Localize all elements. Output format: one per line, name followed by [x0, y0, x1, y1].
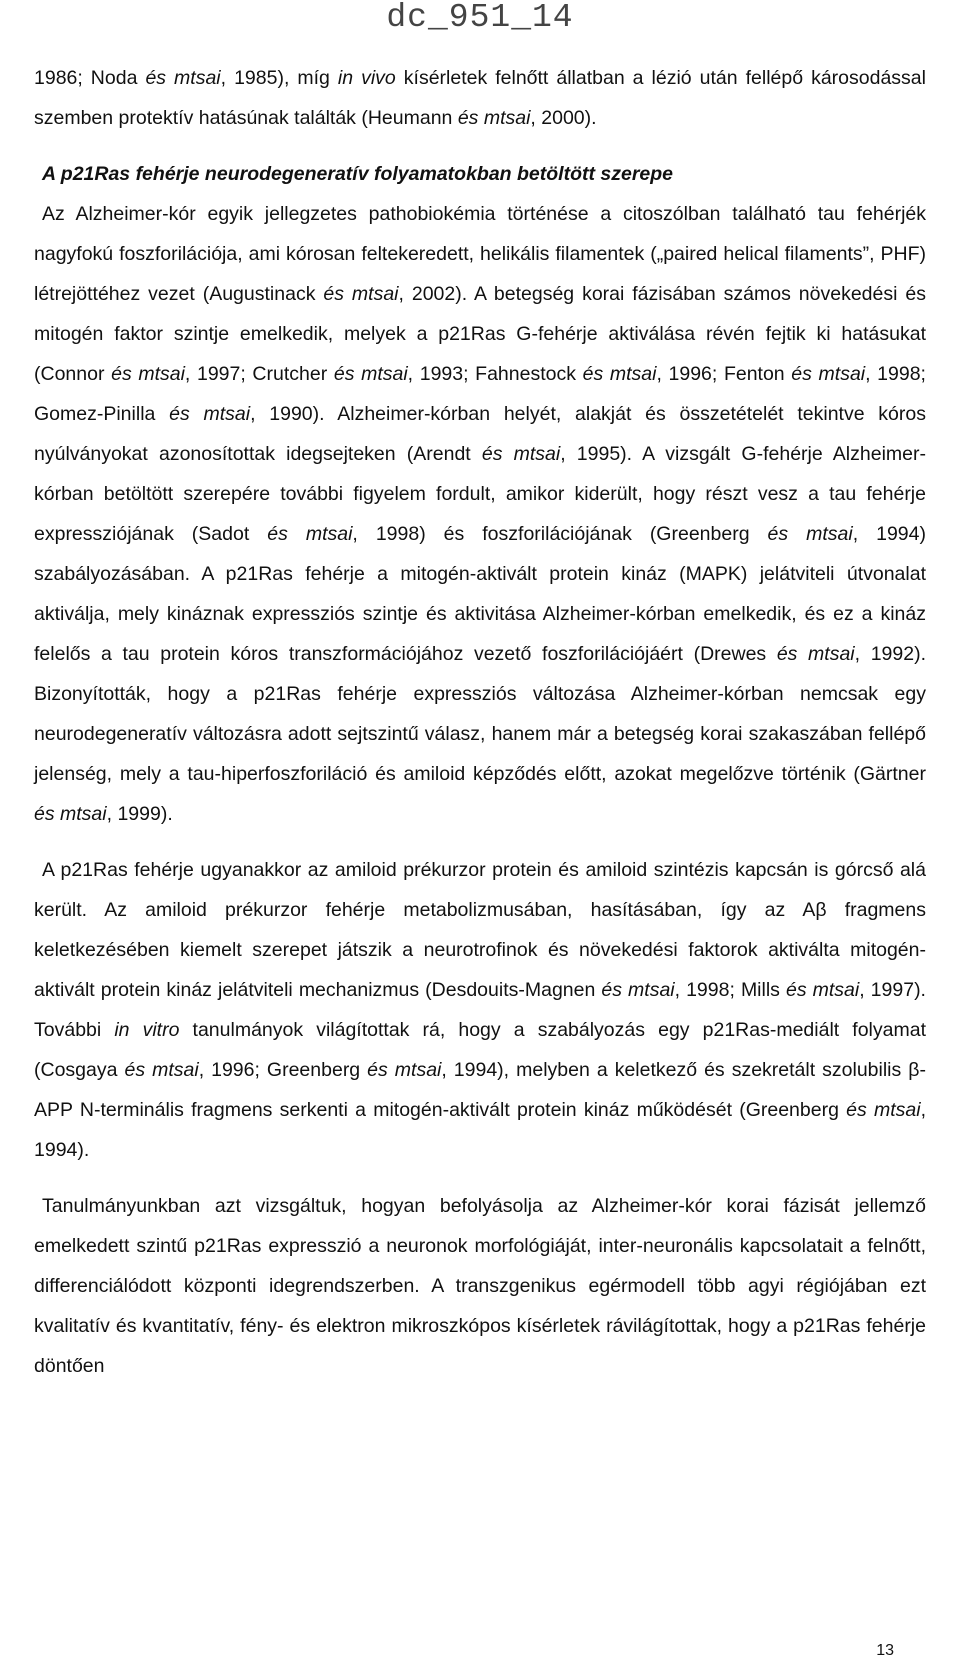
text-span: , 1997; Crutcher: [184, 363, 334, 385]
italic-span: in vitro: [114, 1019, 180, 1041]
italic-span: in vivo: [337, 67, 396, 89]
italic-span: és mtsai: [785, 979, 860, 1001]
text-span: , 1998) és foszforilációjának (Greenberg: [352, 523, 768, 545]
text-span: tanulmányok világítottak rá, hogy a szabályozás egy p21Ras-mediált folyamat (Cosgaya: [34, 1019, 926, 1081]
italic-span: és mtsai: [791, 363, 866, 385]
text-span: , 1998; Mills: [674, 979, 786, 1001]
text-span: , 1993; Fahnestock: [407, 363, 583, 385]
italic-span: és mtsai: [601, 979, 675, 1001]
italic-span: és mtsai: [776, 643, 855, 665]
paragraph-3: [34, 850, 926, 1170]
page-number: 13: [876, 1642, 894, 1659]
text-span: , 1994), melyben a keletkező és szekretált szolubilis β-APP N-terminális fragmens serkenti a mitogén-aktivált protein kináz működését (Greenberg: [34, 1059, 926, 1121]
paragraph-4: [34, 1186, 926, 1386]
text-span: , 1990). Alzheimer-kórban helyét, alakját és összetételét tekintve kóros nyúlványokat azonosítottak idegsejteken (Arendt: [34, 403, 926, 465]
text-span: 1986; Noda: [34, 67, 146, 89]
italic-span: és mtsai: [457, 107, 531, 129]
text-span: , 1985), míg: [220, 67, 338, 89]
italic-span: és mtsai: [323, 283, 399, 305]
document-body: [34, 58, 926, 1386]
italic-span: és mtsai: [267, 523, 353, 545]
paragraph-2: [34, 194, 926, 834]
document-id-header: dc_951_14: [386, 0, 574, 36]
paragraph-1: [34, 58, 926, 138]
text-span: kísérletek felnőtt állatban a lézió után fellépő károsodással szemben protektív hatásúnak találták (Heumann: [34, 67, 926, 129]
italic-span: és mtsai: [124, 1059, 199, 1081]
text-span: , 1995). A vizsgált G-fehérje Alzheimer-kórban betöltött szerepére további figyelem fordult, amikor kiderült, hogy részt vesz a tau fehérje expressziójának (Sadot: [34, 443, 926, 545]
text-span: , 1992). Bizonyították, hogy a p21Ras fehérje expressziós változása Alzheimer-kórban nemcsak egy neurodegeneratív változásra adott sejtszintű válasz, hanem már a betegség korai szakaszában fellépő jelenség, mely a tau-hiperfoszforiláció és amiloid képződés előtt, azokat megelőzve történik (Gärtner: [34, 643, 926, 785]
section-heading: A p21Ras fehérje neurodegeneratív folyamatokban betöltött szerepe: [42, 163, 674, 185]
italic-span: és mtsai: [481, 443, 561, 465]
italic-span: és mtsai: [367, 1059, 442, 1081]
text-span: , 1994) szabályozásában. A p21Ras fehérje a mitogén-aktivált protein kináz (MAPK) jelátviteli útvonalat aktiválja, mely kináznak expressziós szintje és aktivitása Alzheimer-kórban emelkedik, és ez a kináz felelős a tau protein kóros transzformációjához vezető foszforilációjáért (Drewes: [34, 523, 926, 665]
text-span: Az Alzheimer-kór egyik jellegzetes pathobiokémia történése a citoszólban található tau fehérjék nagyfokú foszforilációja, ami kórosan feltekeredett, helikális filamentek („paired helical filaments”, PHF) létrejöttéhez vezet (Augustinack: [34, 203, 926, 305]
italic-span: és mtsai: [145, 67, 221, 89]
text-span: , 1999).: [106, 803, 173, 825]
text-span: , 1998; Gomez-Pinilla: [34, 363, 926, 425]
text-span: A p21Ras fehérje ugyanakkor az amiloid prékurzor protein és amiloid szintézis kapcsán is górcső alá került. Az amiloid prékurzor fehérje metabolizmusában, hasításában, így az Aβ fragmens keletkezésében kiemelt szerepet játszik a neurotrofinok és növekedési faktorok aktiválta mitogén-aktivált protein kináz jelátviteli mechanizmus (Desdouits-Magnen: [34, 859, 926, 1001]
italic-span: és mtsai: [582, 363, 657, 385]
text-span: , 1997). További: [34, 979, 926, 1041]
text-span: , 1996; Fenton: [656, 363, 792, 385]
italic-span: és mtsai: [767, 523, 853, 545]
text-span: , 1994).: [34, 1099, 926, 1161]
italic-span: és mtsai: [34, 803, 107, 825]
text-span: , 1996; Greenberg: [198, 1059, 368, 1081]
italic-span: és mtsai: [846, 1099, 921, 1121]
text-span: , 2002). A betegség korai fázisában számos növekedési és mitogén faktor szintje emelkedik, melyek a p21Ras G-fehérje aktiválása révén fejtik ki hatásukat (Connor: [34, 283, 926, 385]
italic-span: és mtsai: [333, 363, 408, 385]
italic-span: és mtsai: [169, 403, 251, 425]
text-span: Tanulmányunkban azt vizsgáltuk, hogyan befolyásolja az Alzheimer-kór korai fázisát jellemző emelkedett szintű p21Ras expresszió a neuronok morfológiáját, inter-neuronális kapcsolatait a felnőtt, differenciálódott központi idegrendszerben. A transzgenikus egérmodell több agyi régiójában ezt kvalitatív és kvantitatív, fény- és elektron mikroszkópos kísérletek rávilágítottak, hogy a p21Ras fehérje döntően: [34, 1195, 926, 1377]
italic-span: és mtsai: [111, 363, 185, 385]
text-span: , 2000).: [530, 107, 597, 129]
